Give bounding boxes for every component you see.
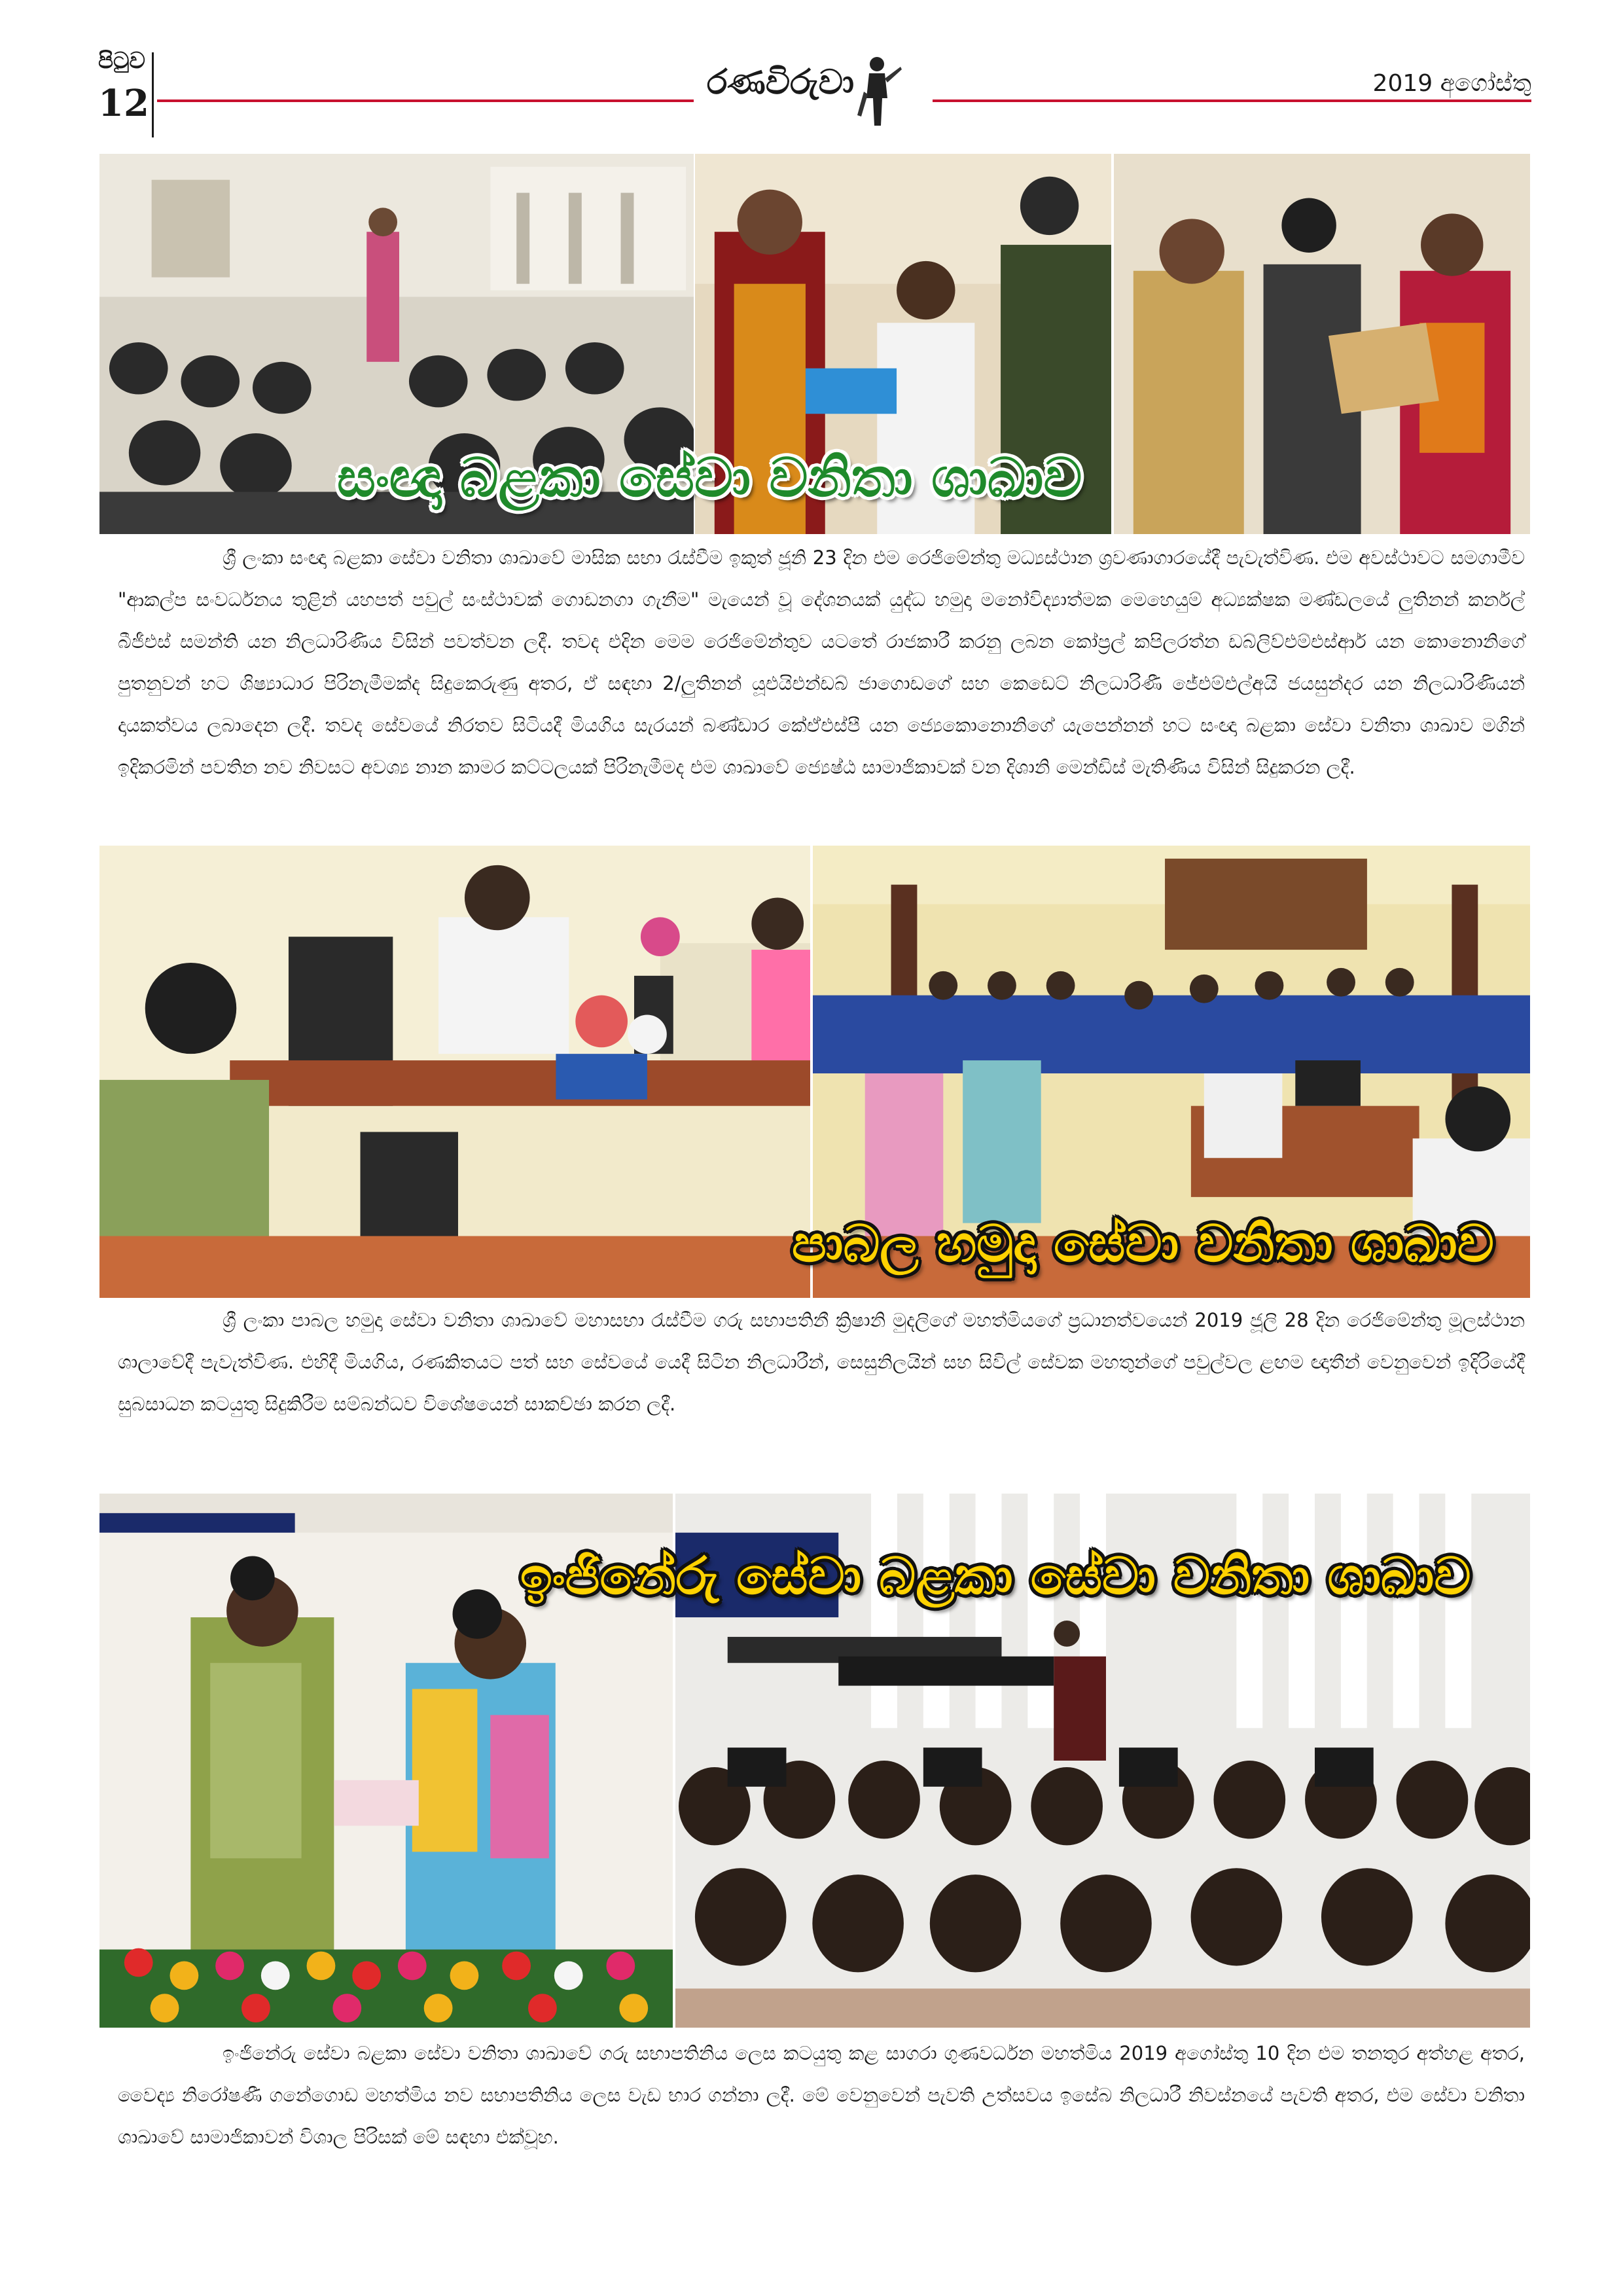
issue-date: 2019 අගෝස්තු xyxy=(1372,70,1531,97)
masthead-title: රණවිරුවා xyxy=(707,63,855,102)
photo-gift-presentation-cadet xyxy=(1113,152,1531,535)
article-engineers-body: ඉංජිනේරු සේවා බළකා සේවා වනිතා ශාඛාවේ ගරු සභාපතිනිය ලෙස කටයුතු කළ සාගරා ගුණවර්ධන මහත්මිය 2019 අගෝස්තු 10 දින එම තනතුර අත්හළ අතර, වෛද්‍ය නිරෝෂණී ගනේගොඩ මහත්මිය නව සභාපතිනිය ලෙස වැඩ භාර ගන්නා ලදී. මේ වෙනුවෙන් පැවති උත්සවය ඉසේබ නිලධාරී නිවස්නයේ පැවති අතර, එම සේවා වනිතා ශාඛාවේ සාමාජිකාවන් විශාල පිරිසක් මේ සඳහා එක්වූහ. xyxy=(118,2042,1525,2148)
header-rule-left xyxy=(157,99,694,102)
article-infantry xyxy=(118,1299,1525,1425)
page-label: පිටුව xyxy=(98,48,145,74)
photo-meeting-head-table xyxy=(98,844,812,1299)
article-signals xyxy=(118,537,1525,788)
header-divider xyxy=(152,52,154,137)
section-banner-engineers: ඉංජිනේරු සේවා බළකා සේවා වනිතා ශාඛාව xyxy=(520,1547,1471,1606)
soldier-logo-icon xyxy=(851,52,903,131)
section-banner-infantry: පාබල හමුදා සේවා වනිතා ශාඛාව xyxy=(792,1215,1494,1274)
header-rule-right xyxy=(933,99,1531,102)
page-number: 12 xyxy=(98,82,149,125)
article-infantry-body: ශ්‍රී ලංකා පාබල හමුදා සේවා වනිතා ශාඛාවේ මහාසභා රැස්වීම ගරු සභාපතිනී ක්‍රිෂානි මුදලිගේ මහත්මියගේ ප්‍රධානත්වයෙන් 2019 ජූලි 28 දින රෙජිමේන්තු මූලස්ථාන ශාලාවේදී පැවැත්විණ. එහිදී මියගිය, රණකිතයට පත් සහ සේවයේ යෙදී සිටින නිලධාරීන්, සෙසුනිලයින් සහ සිවිල් සේවක මහතුන්ගේ පවුල්වල ළඟම ඥාතීන් වෙනුවෙන් ඉදිරියේදී සුබසාධන කටයුතු සිදුකිරීම සම්බන්ධව විශේෂයෙන් සාකච්ඡා කරන ලදී. xyxy=(118,1309,1525,1415)
section-banner-signals: සංඥා බළකා සේවා වනිතා ශාඛාව xyxy=(337,447,1082,509)
article-engineers xyxy=(118,2032,1525,2158)
article-signals-body: ශ්‍රී ලංකා සංඥා බළකා සේවා වනිතා ශාඛාවේ මාසික සභා රැස්වීම ඉකුත් ජූනි 23 දින එම රෙජිමේන්තු මධ්‍යස්ථාන ශ්‍රවණාගාරයේදී පැවැත්විණ. එම අවස්ථාවට සමගාමීව "ආකල්ප සංවර්ධනය තුළින් යහපත් පවුල් සංස්ථාවක් ගොඩනගා ගැනීම" මැයෙන් වූ දේශනයක් යුද්ධ හමුදා මනෝවිද්‍යාත්මක මෙහෙයුම් අධ්‍යක්ෂක මණ්ඩලයේ ලුතිනන් කර්නල් බීජීඑස් සමන්ති යන නිලධාරිණිය විසින් පවත්වන ලදී. තවද එදින මෙම රෙජිමේන්තුව යටතේ රාජකාරී කරනු ලබන කෝප්‍රල් කපිලරත්න ඩබ්ලිව්එම්එස්ආර් යන කොනොනිගේ පුතනුවන් හට ශිෂ්‍යාධාර පිරිනැමීමක්ද සිදුකෙරුණු අතර, ඒ සඳහා 2/ලුතිනන් යූඑයිඑන්ඩබ් ජාගොඩගේ සහ කෙඩෙට් නිලධාරිණී ජේඑම්එල්අයි ජයසුන්දර යන නිලධාරිණියන් දායකත්වය ලබාදෙන ලදී. තවද සේවයේ නිරතව සිටියදී මියගිය සැරයන් බණ්ඩාර කේඒඑස්පී යන ජ්‍යෙ‍කොනොනිගේ යැපෙන්නන් හට සංඥා බළකා සේවා වනිතා ශාඛාව මගින් ඉදිකරමින් පවතින නව නිවසට අවශ්‍ය නාන කාමර කට්ටලයක් පිරිනැමීමද එම ශාඛාවේ ජ්‍යෙෂ්ඨ සාමාජිකාවක් වන දිශානි මෙන්ඩිස් මැතිණිය විසින් සිදුකරන ලදී. xyxy=(118,547,1525,778)
